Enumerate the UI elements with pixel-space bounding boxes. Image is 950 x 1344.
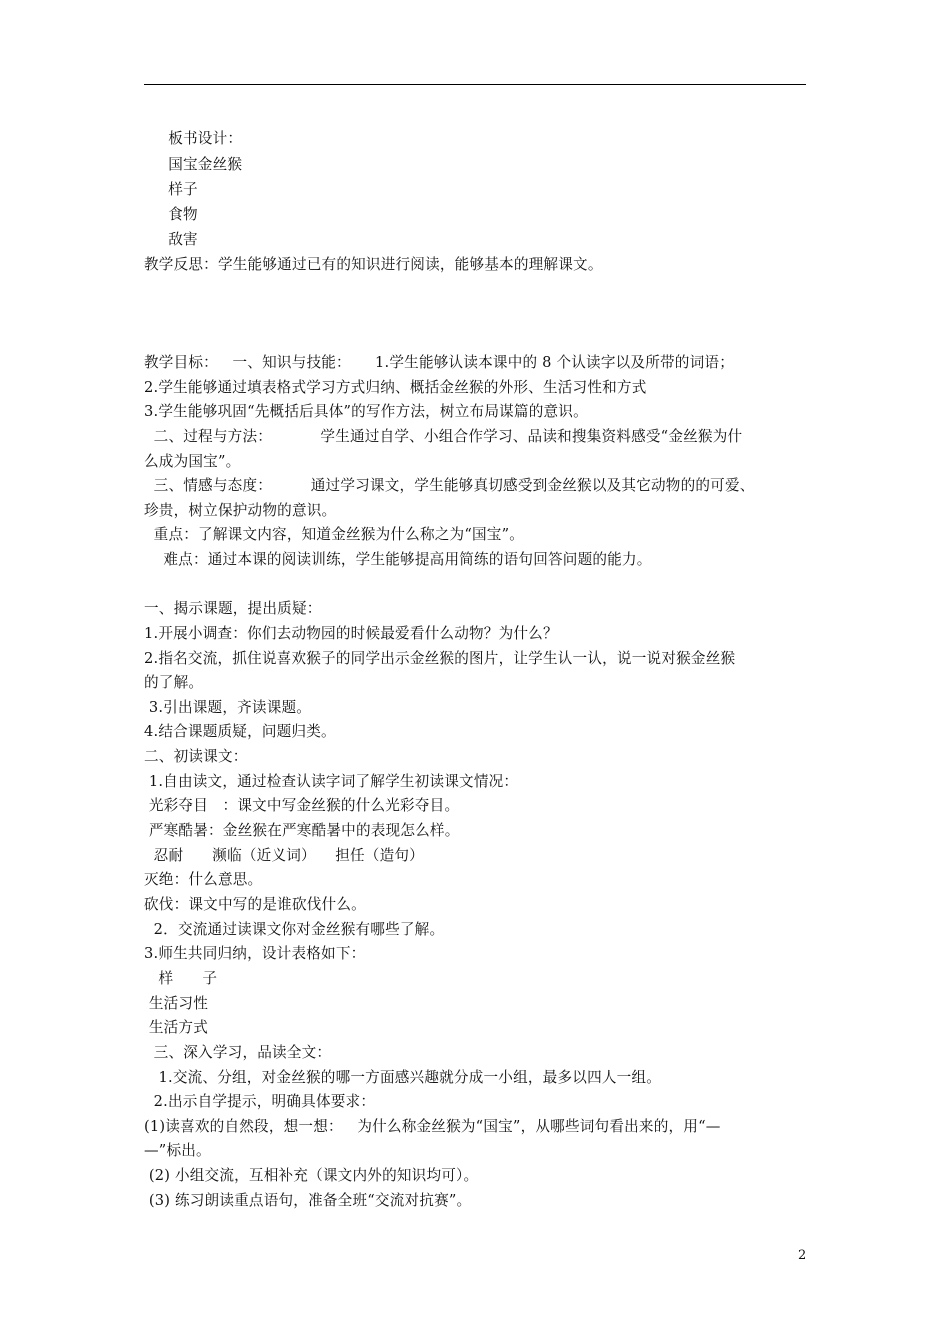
text-line: 样子 — [144, 181, 198, 198]
text-line: 4.结合课题质疑，问题归类。 — [144, 723, 336, 740]
page-number: 2 — [798, 1248, 807, 1263]
text-line: 国宝金丝猴 — [144, 156, 243, 173]
text-line: 二、初读课文： — [144, 748, 248, 765]
text-line: (2) 小组交流，互相补充（课文内外的知识均可）。 — [144, 1167, 479, 1184]
text-line: (3) 练习朗读重点语句，准备全班“交流对抗赛”。 — [144, 1192, 472, 1209]
text-line: 的了解。 — [144, 674, 204, 691]
text-line: 严寒酷暑：金丝猴在严寒酷暑中的表现怎么样。 — [144, 822, 460, 839]
text-line: 3.师生共同归纳，设计表格如下： — [144, 945, 366, 962]
text-line: 光彩夺目 ：课文中写金丝猴的什么光彩夺目。 — [144, 797, 460, 814]
text-line: 2.指名交流，抓住说喜欢猴子的同学出示金丝猴的图片，让学生认一认，说一说对猴金丝猴 — [144, 650, 736, 667]
text-line: 1.开展小调查：你们去动物园的时候最爱看什么动物？为什么？ — [144, 625, 558, 642]
header-rule — [144, 84, 806, 85]
text-line: 3.引出课题，齐读课题。 — [144, 699, 312, 716]
text-line: 1.交流、分组，对金丝猴的哪一方面感兴趣就分成一小组，最多以四人一组。 — [144, 1069, 662, 1086]
text-line: 三、深入学习，品读全文： — [144, 1044, 332, 1061]
text-line: 一、揭示课题，提出质疑： — [144, 600, 322, 617]
text-line: 2.学生能够通过填表格式学习方式归纳、概括金丝猴的外形、生活习性和方式 — [144, 379, 647, 396]
text-line: 忍耐 濒临（近义词） 担任（造句） — [144, 847, 424, 864]
text-line: 三、情感与态度： 通过学习课文，学生能够真切感受到金丝猴以及其它动物的的可爱、 — [144, 477, 755, 494]
text-line: 样 子 — [144, 970, 218, 987]
text-line: 二、过程与方法： 学生通过自学、小组合作学习、品读和搜集资料感受“金丝猴为什 — [144, 428, 743, 445]
text-line: 教学目标： 一、知识与技能： 1.学生能够认读本课中的 8 个认读字以及所带的词语； — [144, 354, 734, 371]
text-line: 1.自由读文，通过检查认读字词了解学生初读课文情况： — [144, 773, 519, 790]
text-line: 食物 — [144, 206, 198, 223]
text-line: 珍贵，树立保护动物的意识。 — [144, 502, 337, 519]
text-line: 3.学生能够巩固“先概括后具体”的写作方法，树立布局谋篇的意识。 — [144, 403, 588, 420]
text-line: 么成为国宝”。 — [144, 453, 241, 470]
text-line: 生活习性 — [144, 995, 209, 1012]
text-line: 砍伐：课文中写的是谁砍伐什么。 — [144, 896, 366, 913]
text-line: 板书设计： — [144, 130, 243, 147]
text-line: 灭绝：什么意思。 — [144, 871, 263, 888]
text-line: 重点：了解课文内容，知道金丝猴为什么称之为“国宝”。 — [144, 526, 525, 543]
text-line: 2.出示自学提示，明确具体要求： — [144, 1093, 376, 1110]
text-line: 2．交流通过读课文你对金丝猴有哪些了解。 — [144, 921, 445, 938]
text-line: 难点：通过本课的阅读训练，学生能够提高用简练的语句回答问题的能力。 — [144, 551, 652, 568]
text-line: 教学反思：学生能够通过已有的知识进行阅读，能够基本的理解课文。 — [144, 256, 603, 273]
text-line: 敌害 — [144, 231, 198, 248]
text-line: —”标出。 — [144, 1142, 211, 1159]
text-line: 生活方式 — [144, 1019, 209, 1036]
text-line: (1)读喜欢的自然段，想一想： 为什么称金丝猴为“国宝”，从哪些词句看出来的，用“— — [144, 1118, 721, 1135]
